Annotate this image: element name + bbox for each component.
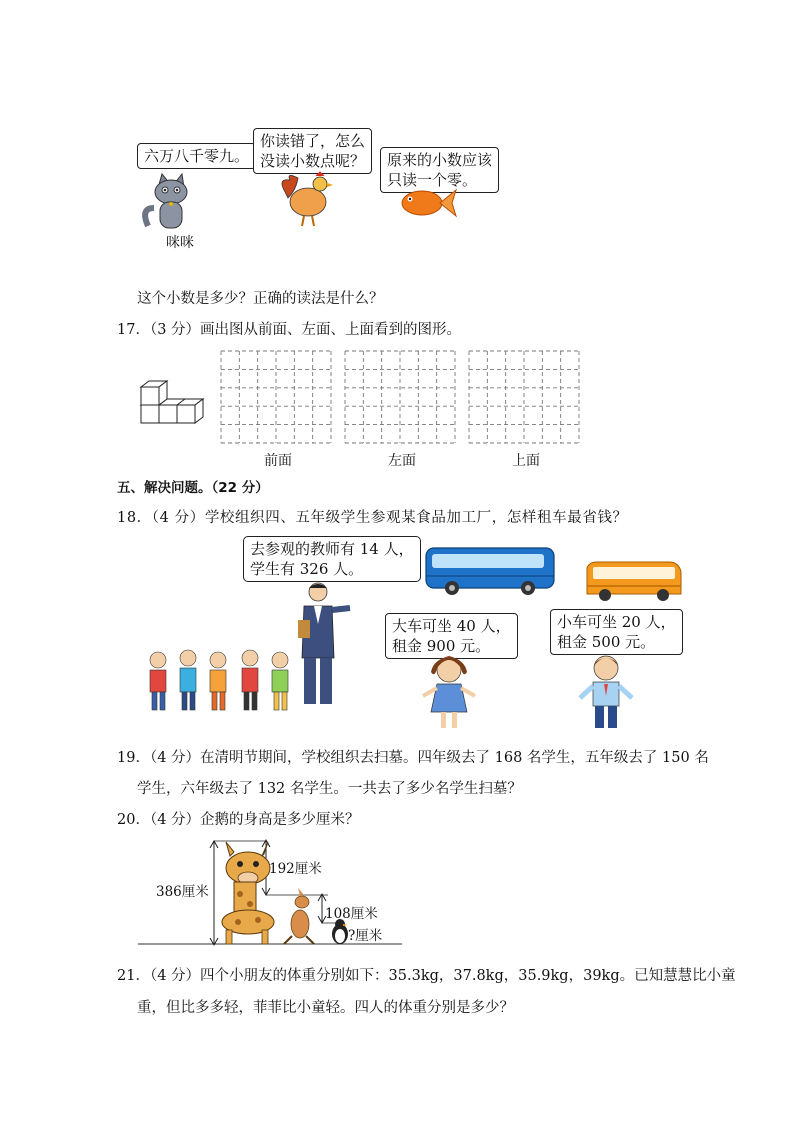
teacher-speech-bubble — [243, 536, 421, 582]
front-view-grid — [221, 351, 336, 446]
fish-speech-line-2: 只读一个零。 — [387, 171, 478, 189]
small-bus-info-bubble — [550, 609, 683, 655]
top-view-grid — [469, 351, 584, 446]
teacher-illustration — [290, 580, 360, 710]
left-view-grid — [345, 351, 460, 446]
giraffe-kangaroo-diff-label: 192厘米 — [269, 861, 322, 877]
big-bus-illustration — [424, 546, 556, 598]
small-bus-capacity: 小车可坐 20 人， — [557, 613, 676, 631]
q20-text: 20．（4 分）企鹅的身高是多少厘米？ — [117, 812, 360, 828]
section-5-title: 五、解决问题。（22 分） — [117, 480, 269, 496]
boy-illustration — [576, 654, 636, 736]
kangaroo-figure — [284, 888, 314, 944]
left-view-label: 左面 — [388, 453, 416, 469]
fish-speech-line-1: 原来的小数应该 — [387, 151, 493, 169]
girl-illustration — [419, 654, 479, 734]
rooster-illustration — [278, 170, 338, 228]
big-bus-price: 租金 900 元。 — [392, 637, 491, 655]
q19-line-1: 19．（4 分）在清明节期间，学校组织去扫墓。四年级去了 168 名学生，五年级去了 150 名 — [117, 750, 709, 766]
small-bus-illustration — [583, 560, 683, 604]
q16-question: 这个小数是多少？正确的读法是什么？ — [137, 291, 384, 307]
goldfish-illustration — [398, 186, 458, 220]
giraffe-height-label: 386厘米 — [156, 884, 209, 900]
cube-stack-figure — [139, 375, 211, 427]
small-bus-price: 租金 500 元。 — [557, 633, 656, 651]
rooster-speech-line-2: 没读小数点呢？ — [260, 152, 366, 170]
big-bus-capacity: 大车可坐 40 人， — [392, 617, 511, 635]
big-bus-info-bubble — [385, 613, 518, 659]
rooster-speech-bubble — [253, 128, 372, 174]
q19-line-2: 学生，六年级去了 132 名学生。一共去了多少名学生扫墓？ — [137, 781, 522, 797]
rooster-speech-line-1: 你读错了，怎么 — [260, 132, 366, 150]
cat-speech-text: 六万八千零九。 — [144, 147, 250, 165]
students-illustration — [140, 648, 300, 716]
cat-illustration — [138, 168, 208, 238]
teacher-speech-line-1: 去参观的教师有 14 人， — [250, 540, 414, 558]
q21-line-2: 重，但比多多轻，菲菲比小童轻。四人的体重分别是多少？ — [137, 1000, 514, 1016]
q18-text: 18．（4 分）学校组织四、五年级学生参观某食品加工厂，怎样租车最省钱？ — [117, 510, 628, 526]
q21-line-1: 21．（4 分）四个小朋友的体重分别如下：35.3kg，37.8kg，35.9kg，39kg。已知慧慧比小童 — [117, 968, 736, 984]
q17-text: 17．（3 分）画出图从前面、左面、上面看到的图形。 — [117, 322, 462, 338]
penguin-height-label: ?厘米 — [348, 928, 383, 944]
kangaroo-penguin-diff-label: 108厘米 — [325, 906, 378, 922]
teacher-speech-line-2: 学生有 326 人。 — [250, 560, 364, 578]
cat-name-label: 咪咪 — [166, 235, 194, 251]
top-view-label: 上面 — [512, 453, 540, 469]
front-view-label: 前面 — [264, 453, 292, 469]
cat-speech-bubble — [137, 143, 256, 169]
